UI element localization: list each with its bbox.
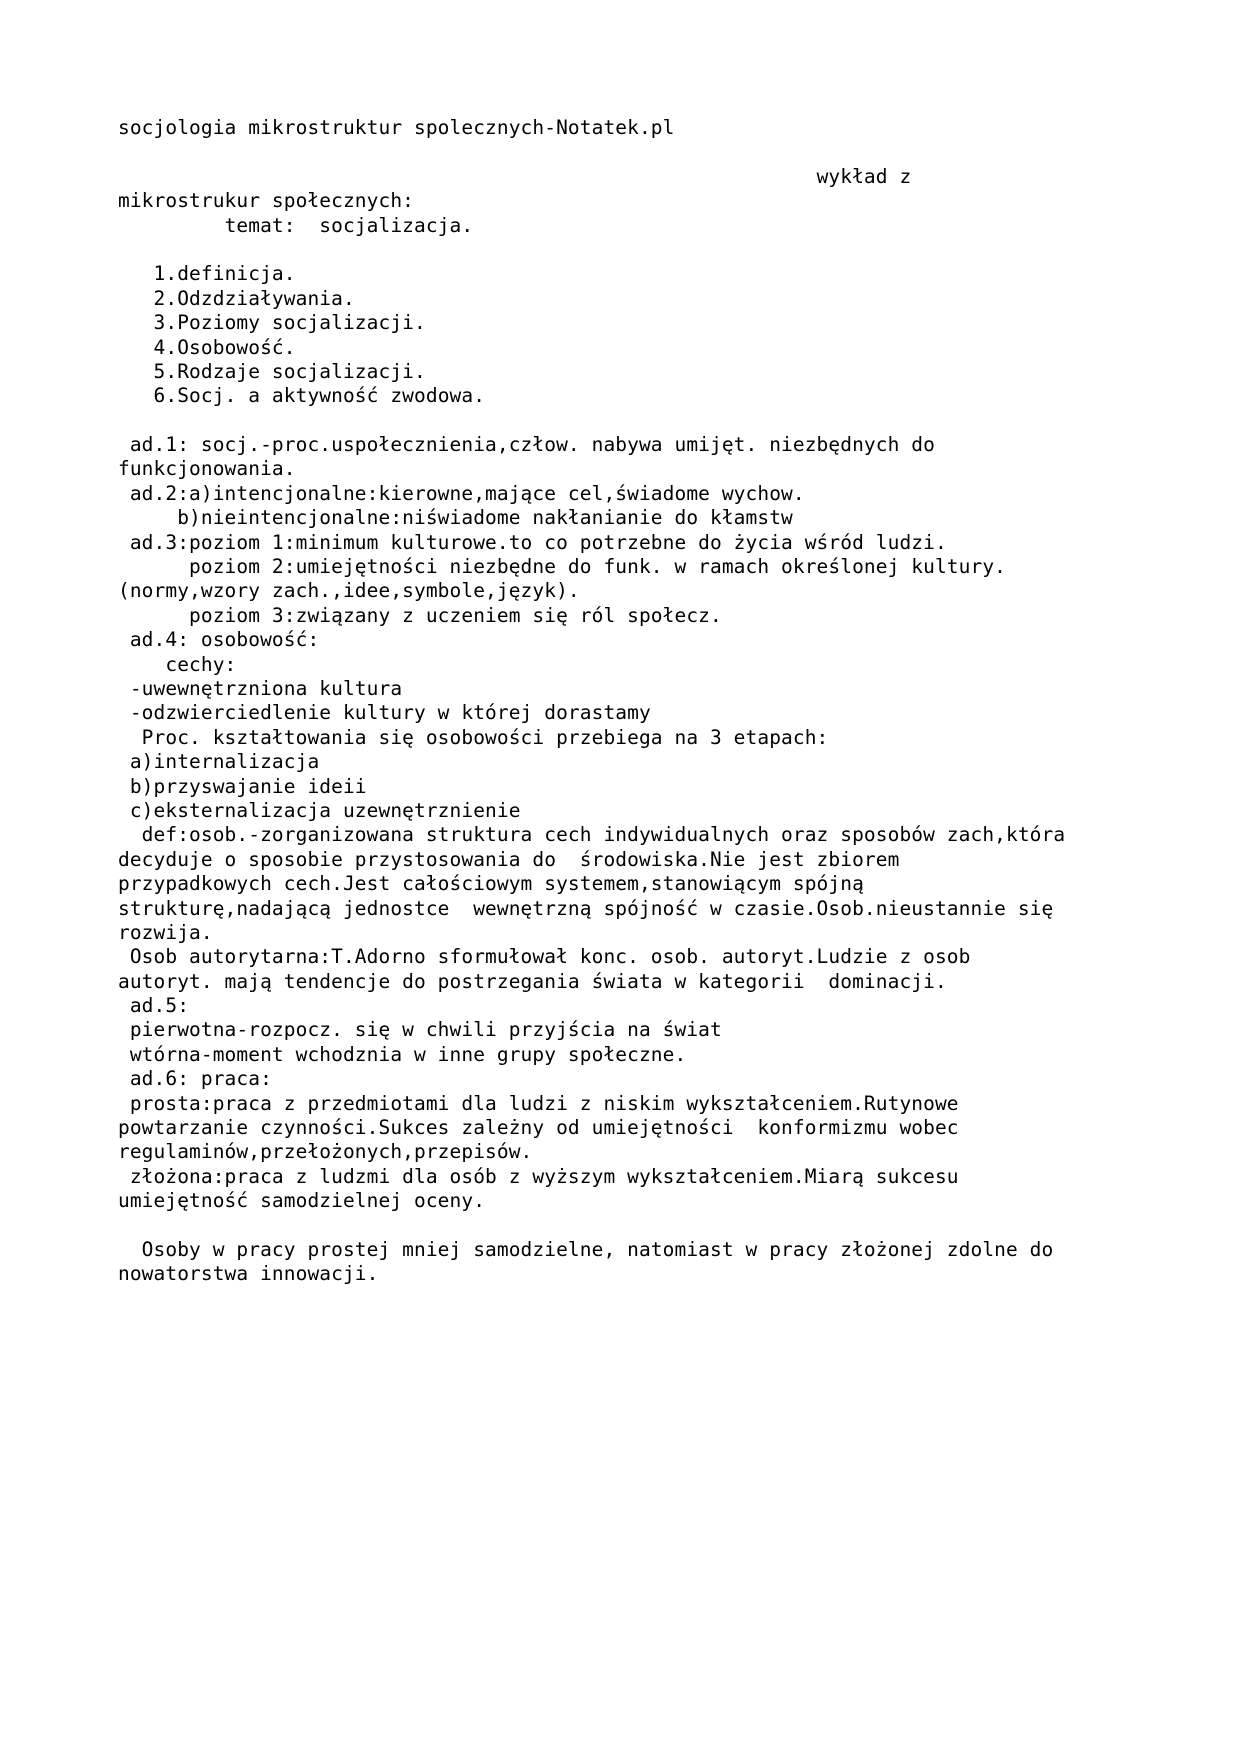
title-line: mikrostrukur społecznych: <box>118 189 414 213</box>
spacer <box>118 238 1128 262</box>
body-line: def:osob.-zorganizowana struktura cech indywidualnych oraz sposobów zach,która <box>118 823 1066 847</box>
topic-line <box>118 214 1128 238</box>
body-line: prosta:praca z przedmiotami dla ludzi z niskim wykształceniem.Rutynowe <box>118 1091 959 1115</box>
closing-paragraph <box>118 1238 1128 1287</box>
body-line: b)przyswajanie ideii <box>118 774 367 798</box>
body-line: b)nieintencjonalne:niświadome nakłanianie do kłamstw <box>118 506 793 530</box>
closing-line: Osoby w pracy prostej mniej samodzielne, natomiast w pracy złożonej zdolne do <box>118 1237 1054 1261</box>
body-line: powtarzanie czynności.Sukces zależny od umiejętności konformizmu wobec <box>118 1116 959 1140</box>
body-line: (normy,wzory zach.,idee,symbole,język). <box>118 579 580 603</box>
body-line: Osob autorytarna:T.Adorno sformułował konc. osob. autoryt.Ludzie z osob <box>118 945 971 969</box>
body-line: poziom 3:związany z uczeniem się ról społecz. <box>118 603 722 627</box>
document-text <box>118 116 1128 1287</box>
body-line: funkcjonowania. <box>118 457 296 481</box>
body-line: c)eksternalizacja uzewnętrznienie <box>118 798 521 822</box>
body-line: cechy: <box>118 652 237 676</box>
body-line: strukturę,nadającą jednostce wewnętrzną spójność w czasie.Osob.nieustannie się <box>118 896 1054 920</box>
outline-list <box>118 262 1128 408</box>
body-line: ad.3:poziom 1:minimum kulturowe.to co potrzebne do życia wśród ludzi. <box>118 530 947 554</box>
spacer <box>118 1214 1128 1238</box>
body-line: ad.6: praca: <box>118 1067 272 1091</box>
outline-item: 3.Poziomy socjalizacji. <box>153 311 426 335</box>
body-line: pierwotna-rozpocz. się w chwili przyjścia na świat <box>118 1018 722 1042</box>
document-header: socjologia mikrostruktur spolecznych-Notatek.pl <box>118 116 675 139</box>
body-line: a)internalizacja <box>118 750 320 774</box>
body-line: poziom 2:umiejętności niezbędne do funk. w ramach określonej kultury. <box>118 555 1006 579</box>
body-line: ad.2:a)intencjonalne:kierowne,mające cel,świadome wychow. <box>118 481 805 505</box>
title-right <box>118 165 1128 189</box>
body-line: rozwija. <box>118 920 213 944</box>
body-line: ad.4: osobowość: <box>118 628 320 652</box>
body-line: decyduje o sposobie przystosowania do środowiska.Nie jest zbiorem <box>118 847 900 871</box>
outline-item: 1.definicja. <box>153 262 296 286</box>
body-line: wtórna-moment wchodznia w inne grupy społeczne. <box>118 1042 687 1066</box>
body-line: autoryt. mają tendencje do postrzegania świata w kategorii dominacji. <box>118 969 947 993</box>
body-line: regulaminów,przełożonych,przepisów. <box>118 1140 533 1164</box>
topic-value: socjalizacja. <box>319 213 474 237</box>
body-line: ad.5: <box>118 994 190 1018</box>
body-line: Proc. kształtowania się osobowości przebiega na 3 etapach: <box>118 725 829 749</box>
topic-label: temat: <box>224 213 296 237</box>
outline-item: 2.Odzdziaływania. <box>153 286 355 310</box>
body-line: -uwewnętrzniona kultura <box>118 676 403 700</box>
body-text <box>118 433 1128 1214</box>
spacer <box>118 409 1128 433</box>
closing-line: nowatorstwa innowacji. <box>118 1262 379 1286</box>
body-line: umiejętność samodzielnej oceny. <box>118 1189 486 1213</box>
spacer <box>118 140 1128 164</box>
body-line: ad.1: socj.-proc.uspołecznienia,człow. nabywa umijęt. niezbędnych do <box>118 433 935 457</box>
outline-item: 6.Socj. a aktywność zwodowa. <box>153 384 486 408</box>
body-line: -odzwierciedlenie kultury w której dorastamy <box>118 701 651 725</box>
body-line: złożona:praca z ludzmi dla osób z wyższym wykształceniem.Miarą sukcesu <box>118 1164 959 1188</box>
body-line: przypadkowych cech.Jest całościowym systemem,stanowiącym spójną <box>118 872 864 896</box>
outline-item: 5.Rodzaje socjalizacji. <box>153 359 426 383</box>
outline-item: 4.Osobowość. <box>153 335 296 359</box>
title-right-text: wykład z <box>816 164 912 188</box>
